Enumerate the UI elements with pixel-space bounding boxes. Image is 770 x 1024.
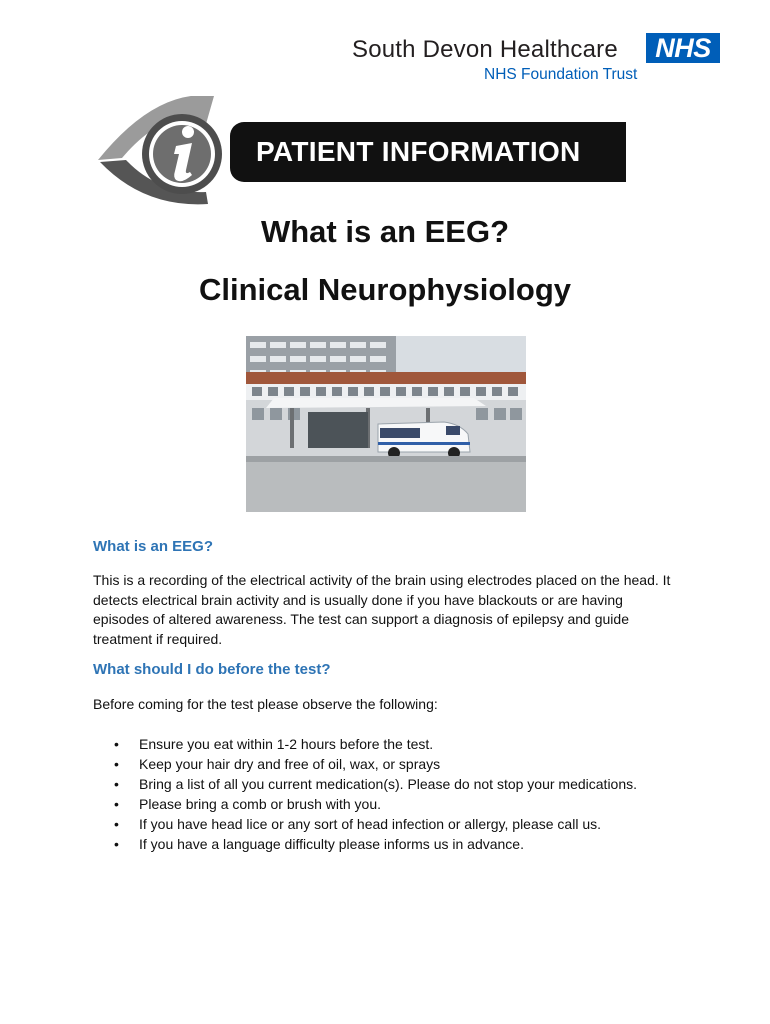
info-i-icon: [96, 96, 236, 206]
bullet-icon: •: [114, 756, 119, 772]
list-item-text: If you have head lice or any sort of head infection or allergy, please call us.: [139, 816, 602, 832]
list-item-text: If you have a language difficulty please informs us in advance.: [139, 836, 524, 852]
bullet-icon: •: [114, 816, 119, 832]
list-item: [93, 794, 693, 814]
list-item: [93, 814, 693, 834]
trust-name: South Devon Healthcare: [352, 36, 618, 63]
section-paragraph-before-test: Before coming for the test please observe the following:: [93, 696, 438, 712]
list-item-text: Please bring a comb or brush with you.: [139, 796, 382, 812]
list-item-text: Ensure you eat within 1-2 hours before the test.: [139, 736, 434, 752]
section-heading-before-test: What should I do before the test?: [93, 661, 331, 678]
bullet-icon: •: [114, 796, 119, 812]
section-heading-what-is-eeg: What is an EEG?: [93, 538, 214, 555]
list-item: [93, 734, 693, 754]
list-item: [93, 754, 693, 774]
hospital-building-photo: [246, 336, 526, 512]
bullet-icon: •: [114, 836, 119, 852]
page-subtitle: Clinical Neurophysiology: [198, 272, 572, 307]
patient-information-banner: PATIENT INFORMATION: [230, 122, 626, 182]
section-paragraph-what-is-eeg: This is a recording of the electrical activity of the brain using electrodes placed on the head. It detects electrical brain activity and is usually done if you have blackouts or are having episodes of altered awareness. The test can support a diagnosis of epilepsy and guide treatment if required.: [93, 572, 671, 647]
list-item: [93, 774, 693, 794]
list-item-text: Keep your hair dry and free of oil, wax, or sprays: [139, 756, 441, 772]
list-item-text: Bring a list of all you current medication(s). Please do not stop your medications.: [139, 776, 638, 792]
bullet-icon: •: [114, 736, 119, 752]
page-title: What is an EEG?: [260, 214, 510, 249]
bullet-icon: •: [114, 776, 119, 792]
list-item: [93, 834, 693, 854]
preparation-list: [93, 734, 693, 854]
trust-subtitle: NHS Foundation Trust: [484, 66, 638, 83]
nhs-logo: NHS: [646, 33, 720, 63]
